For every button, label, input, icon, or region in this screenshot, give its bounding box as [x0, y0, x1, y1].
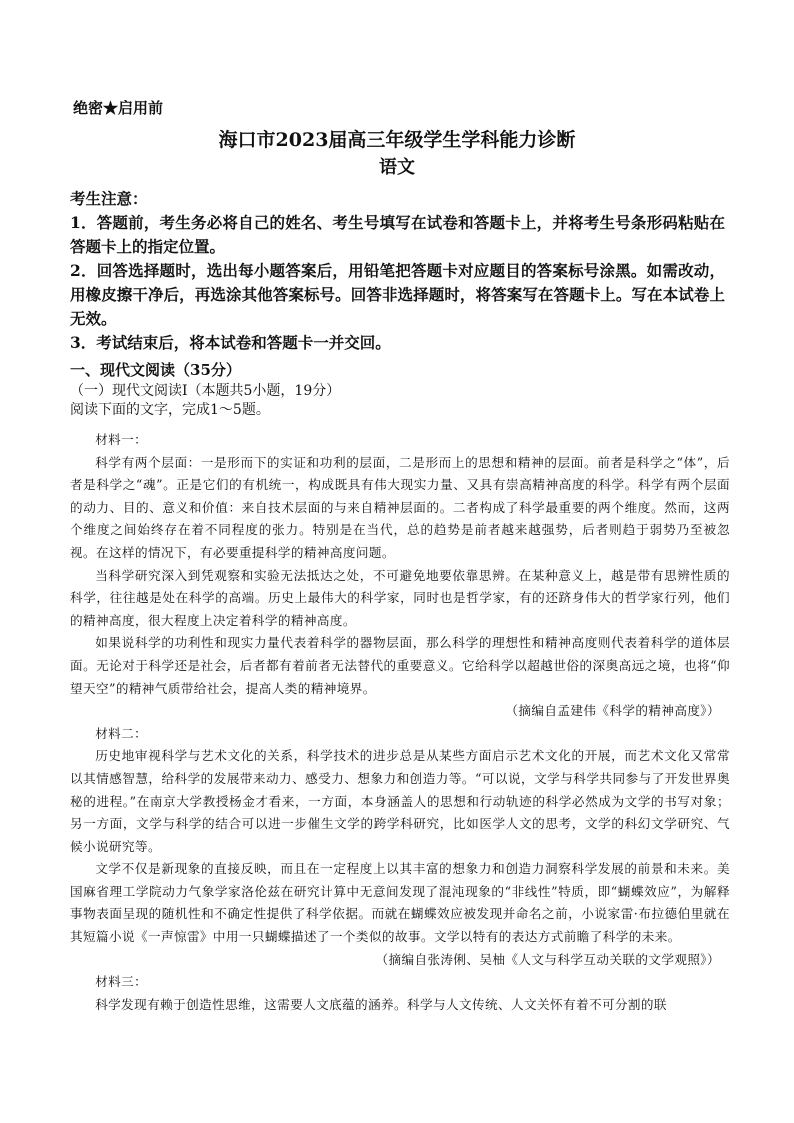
- confidential-mark: 绝密★启用前: [73, 99, 164, 117]
- material-label: 材料二：: [95, 725, 148, 741]
- notice-heading: 考生注意：: [70, 189, 148, 208]
- notice-item: 1．答题前，考生务必将自己的姓名、考生号填写在试卷和答题卡上，并将考生号条形码粘贴在答题卡上的指定位置。: [70, 213, 725, 256]
- candidate-notice: [70, 187, 725, 355]
- section-heading: 一、现代文阅读（35分）: [70, 361, 241, 379]
- source-citation: （摘编自孟建伟《科学的精神高度》）: [505, 703, 720, 719]
- paragraph: 文学不仅是新现象的直接反映，而且在一定程度上以其丰富的想象力和创造力洞察科学发展的前景和未来。美国麻省理工学院动力气象学家洛伦兹在研究计算中无意间发现了混沌现象的“非线性”特质，即“蝴蝶效应”，为解释事物表面呈现的随机性和不确定性提供了科学依据。而就在蝴蝶效应被发现并命名之前，小说家雷·布拉德伯里就在其短篇小说《一声惊雷》中用一只蝴蝶描述了一个类似的故事。文学以特有的表达方式前瞻了科学的未来。: [70, 861, 730, 945]
- source-citation: （摘编自张涛俐、吴柚《人文与科学互动关联的文学观照》）: [375, 951, 720, 967]
- notice-item: 2．回答选择题时，选出每小题答案后，用铅笔把答题卡对应题目的答案标号涂黑。如需改动，用橡皮擦干净后，再选涂其他答案标号。回答非选择题时，将答案写在答题卡上。写在本试卷上无效。: [70, 261, 725, 328]
- notice-item: 3．考试结束后，将本试卷和答题卡一并交回。: [70, 333, 391, 352]
- reading-instruction: 阅读下面的文字，完成1～5题。: [70, 402, 270, 418]
- paragraph: 历史地审视科学与艺术文化的关系，科学技术的进步总是从某些方面启示艺术文化的开展，而艺术文化又常常以其情感智慧，给科学的发展带来动力、感受力、想象力和创造力等。“可以说，文学与科学共同参与了开发世界奥秘的进程。”在南京大学教授杨金才看来，一方面，本身涵盖人的思想和行动轨迹的科学必然成为文学的书写对象；另一方面，文学与科学的结合可以进一步催生文学的跨学科研究，比如医学人文的思考，文学的科幻文学研究、气候小说研究等。: [70, 748, 730, 854]
- paragraph: 当科学研究深入到凭观察和实验无法抵达之处，不可避免地要依靠思辨。在某种意义上，越是带有思辨性质的科学，往往越是处在科学的高端。历史上最伟大的科学家，同时也是哲学家，有的还跻身伟大的哲学家行列，他们的精神高度，很大程度上决定着科学的精神高度。: [70, 567, 730, 628]
- exam-title: 海口市2023届高三年级学生学科能力诊断: [218, 129, 576, 151]
- reading-passage: [70, 429, 730, 1016]
- subsection-heading: （一）现代文阅读Ⅰ（本题共5小题，19分）: [70, 383, 341, 399]
- subject-title: 语文: [379, 157, 415, 178]
- material-label: 材料一：: [95, 432, 148, 447]
- paragraph: 科学有两个层面：一是形而下的实证和功利的层面，二是形而上的思想和精神的层面。前者是科学之“体”，后者是科学之“魂”。正是它们的有机统一，构成既具有伟大现实力量、又具有崇高精神高度的科学。科学有两个层面的动力、目的、意义和价值：来自技术层面的与来自精神层面的。二者构成了科学最重要的两个维度。然而，这两个维度之间始终存在着不同程度的张力。特别是在当代，总的趋势是前者越来越强势，后者则趋于弱势乃至被忽视。在这样的情况下，有必要重提科学的精神高度问题。: [70, 454, 730, 560]
- paragraph: 科学发现有赖于创造性思维，这需要人文底蕴的涵养。科学与人文传统、人文关怀有着不可分割的联: [95, 996, 667, 1012]
- section-header: [70, 361, 730, 420]
- material-label: 材料三：: [95, 974, 148, 990]
- paragraph: 如果说科学的功利性和现实力量代表着科学的器物层面，那么科学的理想性和精神高度则代表着科学的道体层面。无论对于科学还是社会，后者都有着前者无法替代的重要意义。它给科学以超越世俗的深奥高远之境，也将“仰望天空”的精神气质带给社会，提高人类的精神境界。: [70, 635, 730, 696]
